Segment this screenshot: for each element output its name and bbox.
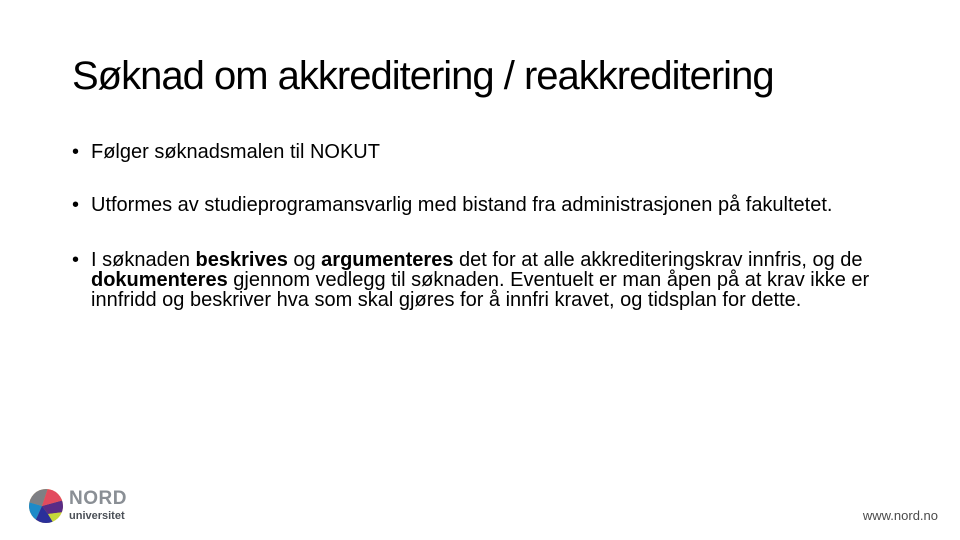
logo-wordmark: NORD [69, 488, 127, 509]
nord-university-globe-icon [28, 488, 64, 524]
footer-url[interactable]: www.nord.no [862, 508, 938, 523]
bullet-list [72, 142, 892, 310]
nord-university-logo [28, 488, 138, 528]
slide-title: Søknad om akkreditering / reakkreditering [72, 54, 774, 98]
bullet-item [72, 195, 892, 215]
bullet-item [72, 142, 892, 162]
bullet-bold-text: dokumenteres [91, 269, 228, 291]
bullet-text: Følger søknadsmalen til NOKUT [91, 141, 380, 163]
bullet-bold-text: argumenteres [321, 249, 454, 271]
bullet-text: og [287, 249, 322, 271]
bullet-text: I søknaden [91, 249, 196, 271]
bullet-item [72, 250, 892, 310]
bullet-text: gjennom vedlegg til søknaden. Eventuelt er man åpen på at krav ikke er innfridd og beskriver hva som skal gjøres for å innfri kravet, og tidsplan for dette. [91, 269, 870, 311]
bullet-text: Utformes av studieprogramansvarlig med bistand fra administrasjonen på fakultetet. [91, 194, 833, 216]
logo-subtitle: universitet [69, 510, 125, 522]
bullet-bold-text: beskrives [195, 249, 288, 271]
bullet-text: det for at alle akkrediteringskrav innfris, og de [453, 249, 863, 271]
